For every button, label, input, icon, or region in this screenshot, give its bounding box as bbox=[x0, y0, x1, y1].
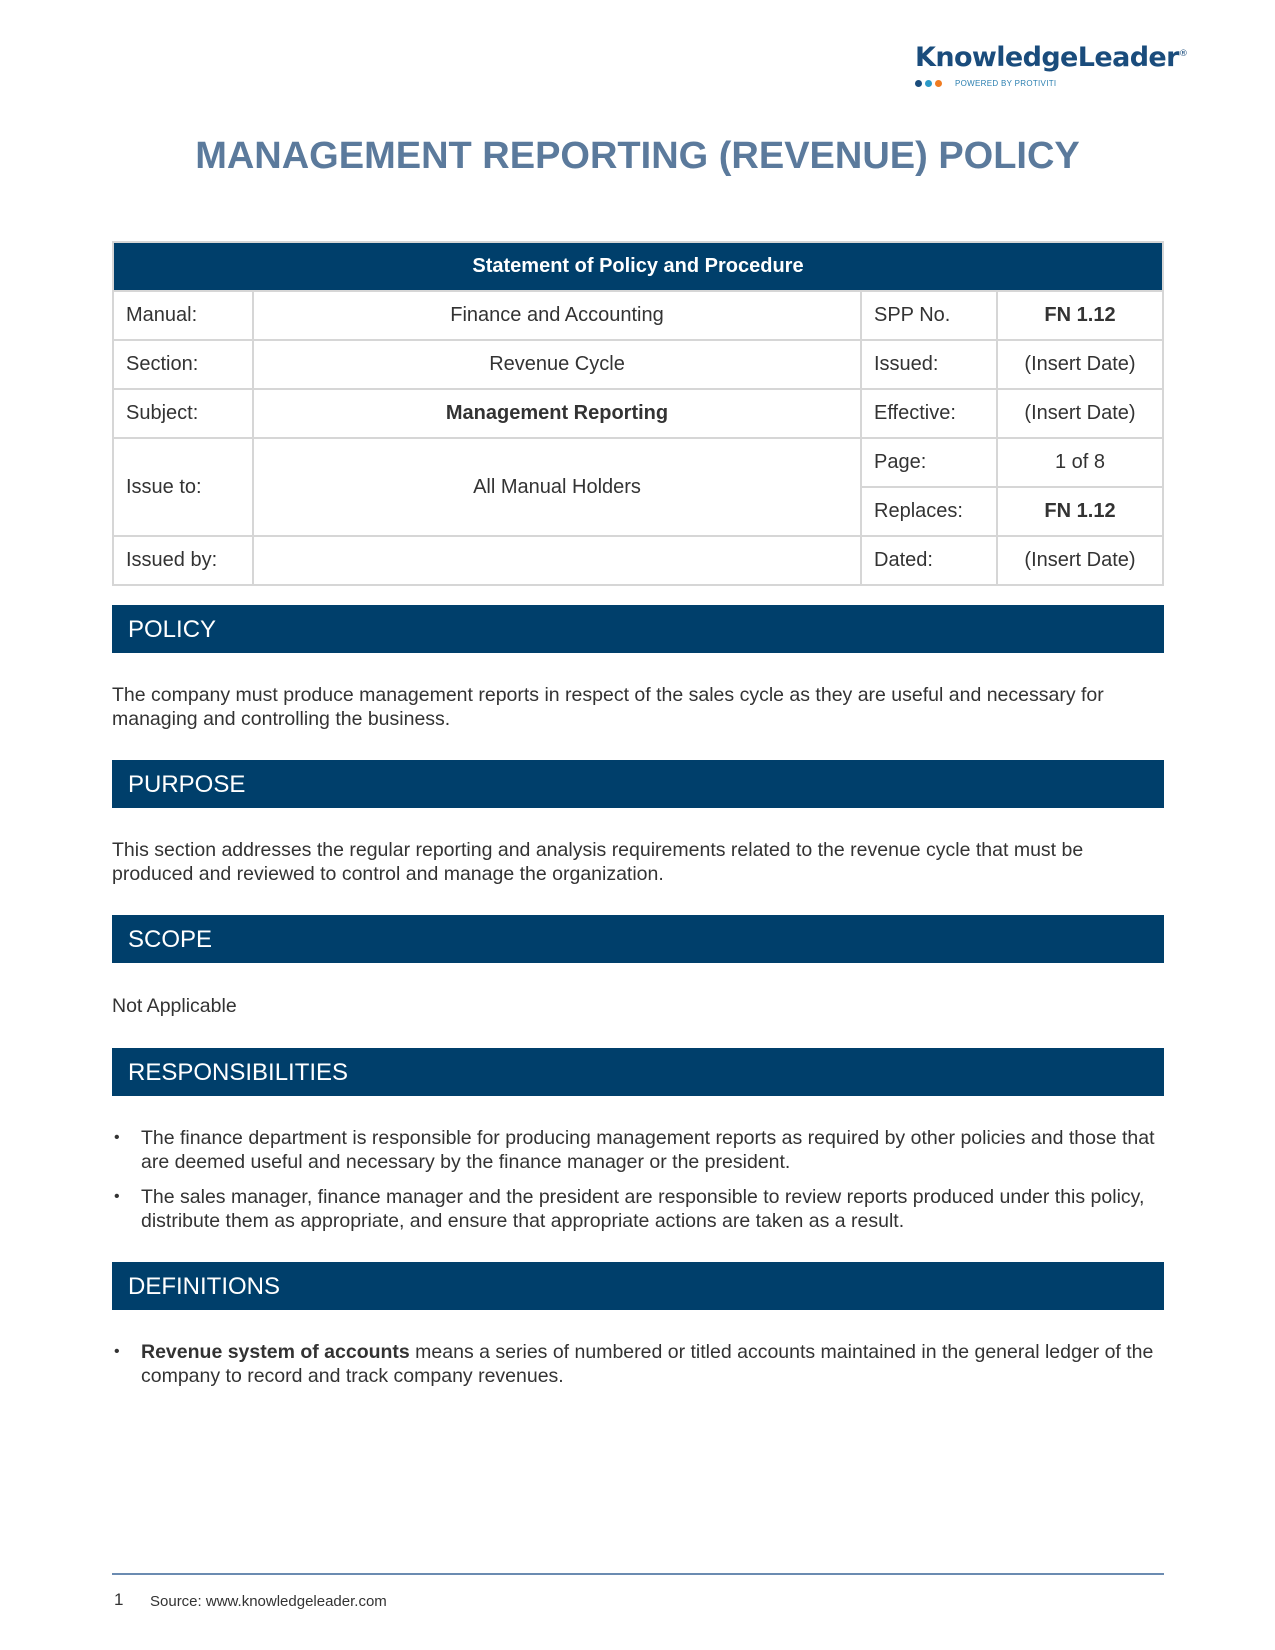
effective-value: (Insert Date) bbox=[997, 389, 1163, 438]
logo-wordmark: KnowledgeLeader® bbox=[915, 42, 1188, 73]
list-item bbox=[112, 1340, 1167, 1388]
scope-heading: SCOPE bbox=[112, 915, 1164, 963]
policy-text: The company must produce management reports in respect of the sales cycle as they are useful and necessary for managing and controlling the business. bbox=[112, 684, 1104, 730]
dated-label: Dated: bbox=[861, 536, 997, 585]
replaces-value: FN 1.12 bbox=[997, 487, 1163, 536]
knowledgeleader-logo bbox=[915, 42, 1188, 88]
list-item: • The finance department is responsible for producing management reports as required by other policies and those that are deemed useful and necessary by the finance manager or the president. bbox=[112, 1126, 1167, 1174]
issue-to-label: Issue to: bbox=[113, 438, 253, 536]
page-value: 1 of 8 bbox=[997, 438, 1163, 487]
section-value: Revenue Cycle bbox=[253, 340, 861, 389]
definitions-heading: DEFINITIONS bbox=[112, 1262, 1164, 1310]
page-number: 1 bbox=[114, 1590, 124, 1609]
dated-value: (Insert Date) bbox=[997, 536, 1163, 585]
footer-divider bbox=[112, 1573, 1164, 1575]
responsibilities-list bbox=[112, 1126, 1167, 1244]
definition-text: means a series of numbered or titled accounts maintained in the general ledger of the company to record and track company revenues. bbox=[141, 1341, 1154, 1387]
logo-dot-icon bbox=[935, 80, 942, 87]
logo-dot-icon bbox=[925, 80, 932, 87]
list-item: • The sales manager, finance manager and the president are responsible to review reports produced under this policy, distribute them as appropriate, and ensure that appropriate actions are taken as a result. bbox=[112, 1185, 1167, 1233]
spp-no-value: FN 1.12 bbox=[997, 291, 1163, 340]
subject-value: Management Reporting bbox=[253, 389, 861, 438]
issued-by-value bbox=[253, 536, 861, 585]
policy-heading: POLICY bbox=[112, 605, 1164, 653]
purpose-text: This section addresses the regular reporting and analysis requirements related to the revenue cycle that must be produced and reviewed to control and manage the organization. bbox=[112, 839, 1084, 885]
definitions-list bbox=[112, 1340, 1167, 1399]
logo-tagline: POWERED BY PROTIVITI bbox=[955, 79, 1057, 88]
issued-label: Issued: bbox=[861, 340, 997, 389]
spp-table-header: Statement of Policy and Procedure bbox=[113, 242, 1163, 291]
effective-label: Effective: bbox=[861, 389, 997, 438]
manual-label: Manual: bbox=[113, 291, 253, 340]
issue-to-value: All Manual Holders bbox=[253, 438, 861, 536]
logo-dot-icon bbox=[915, 80, 922, 87]
manual-value: Finance and Accounting bbox=[253, 291, 861, 340]
subject-label: Subject: bbox=[113, 389, 253, 438]
issued-value: (Insert Date) bbox=[997, 340, 1163, 389]
page-label: Page: bbox=[861, 438, 997, 487]
logo-tagline-row bbox=[915, 79, 1160, 88]
scope-text: Not Applicable bbox=[112, 995, 237, 1017]
document-title: MANAGEMENT REPORTING (REVENUE) POLICY bbox=[195, 135, 1080, 177]
definition-term: Revenue system of accounts bbox=[141, 1341, 410, 1363]
responsibilities-heading: RESPONSIBILITIES bbox=[112, 1048, 1164, 1096]
source-note: Source: www.knowledgeleader.com bbox=[150, 1593, 387, 1610]
section-label: Section: bbox=[113, 340, 253, 389]
replaces-label: Replaces: bbox=[861, 487, 997, 536]
spp-table bbox=[112, 241, 1164, 586]
spp-no-label: SPP No. bbox=[861, 291, 997, 340]
purpose-heading: PURPOSE bbox=[112, 760, 1164, 808]
issued-by-label: Issued by: bbox=[113, 536, 253, 585]
